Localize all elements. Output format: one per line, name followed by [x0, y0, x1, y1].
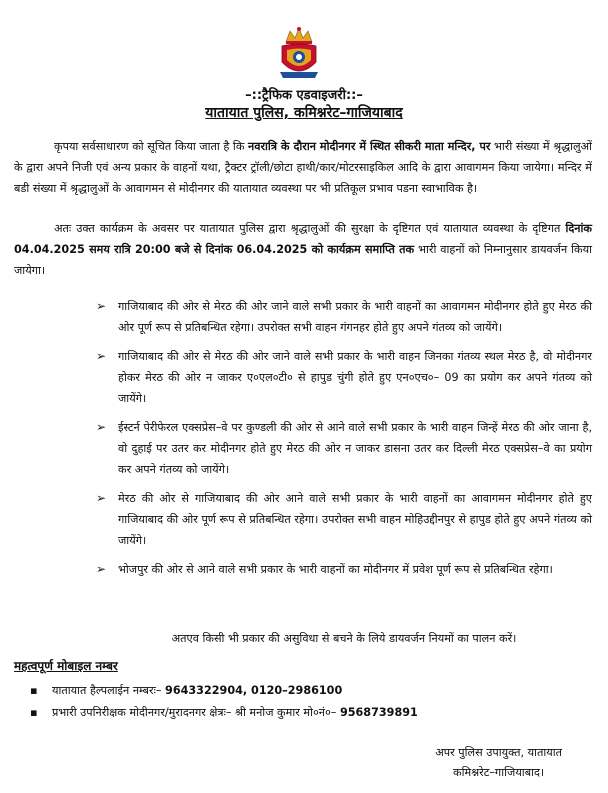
- mobile-numbers-heading: महत्वपूर्ण मोबाइल नम्बर: [14, 659, 118, 673]
- helpline-number[interactable]: 9643322904, 0120–2986100: [165, 684, 343, 697]
- intro-paragraph: कृपया सर्वसाधारण को सूचित किया जाता है कि नवरात्रि के दौरान मोदीनगर में स्थित सीकरी माता मन्दिर, पर भारी संख्या में श्रृद्धालुओं के द्वारा अपने निजी एवं अन्य प्रकार के वाहनों यथा, ट्रैक्टर ट्रॉली/छोटा हाथी/कार/मोटरसाइकिल आदि के द्वारा आवागमन किया जायेगा। मन्दिर में बडी संख्या में श्रृद्धालुओं के आवागमन से मोदीनगर की यातायात व्यवस्था पर भी प्रतिकूल प्रभाव पडना स्वाभाविक है।: [14, 140, 592, 195]
- diversion-intro-paragraph: अतः उक्त कार्यक्रम के अवसर पर यातायात पुलिस द्वारा श्रृद्धालुओं की सुरक्षा के दृष्टिगत एवं यातायात व्यवस्था के दृष्टिगत दिनांक 04.04.2025 समय रात्रि 20:00 बजे से दिनांक 06.04.2025 को कार्यक्रम समाप्ति तक भारी वाहनों को निम्नानुसार डायवर्जन किया जायेगा।: [14, 222, 593, 277]
- up-police-emblem-icon: [276, 26, 322, 82]
- contact-item: ▪ प्रभारी उपनिरीक्षक मोदीनगर/मुरादनगर क्षेत्रः– श्री मनोज कुमार मो०नं०– 9568739891: [30, 702, 418, 724]
- closing-note: अतएव किसी भी प्रकार की असुविधा से बचने के लिये डायवर्जन नियमों का पालन करें।: [171, 632, 517, 645]
- arrow-bullet-icon: ➢: [96, 562, 107, 576]
- list-item: ➢ ईस्टर्न पेरीफेरल एक्सप्रेस–वे पर कुण्डली की ओर से आने वाले सभी प्रकार के भारी वाहन जिन्हें मेरठ की ओर जाना है, वो दुहाई पर उतर कर मोदीनगर होते हुए मेरठ की ओर न जाकर डासना उतर कर दिल्ली मेरठ एक्सप्रेस–वे का प्रयोग कर अपने गंतव्य को जायेंगे।: [96, 417, 592, 480]
- signatory-designation: अपर पुलिस उपायुक्त, यातायात: [435, 746, 562, 759]
- arrow-bullet-icon: ➢: [96, 491, 107, 505]
- contact-item: ▪ यातायात हैल्पलाईन नम्बरः– 9643322904, 0120–2986100: [30, 680, 418, 702]
- arrow-bullet-icon: ➢: [96, 420, 107, 434]
- list-item: ➢ भोजपुर की ओर से आने वाले सभी प्रकार के भारी वाहनों का मोदीनगर में प्रवेश पूर्ण रूप से प्रतिबन्धित रहेगा।: [96, 559, 592, 580]
- arrow-bullet-icon: ➢: [96, 299, 107, 313]
- arrow-bullet-icon: ➢: [96, 349, 107, 363]
- signature-block: [435, 743, 562, 783]
- list-item: ➢ गाजियाबाद की ओर से मेरठ की ओर जाने वाले सभी प्रकार के भारी वाहनों का आवागमन मोदीनगर होते हुए मेरठ की ओर पूर्ण रूप से प्रतिबन्धित रहेगा। उपरोक्त सभी वाहन गंगनहर होते हुए अपने गंतव्य को जायेंगे।: [96, 296, 592, 338]
- list-item: ➢ मेरठ की ओर से गाजियाबाद की ओर आने वाले सभी प्रकार के भारी वाहनों का आवागमन मोदीनगर होते हुए गाजियाबाद की ओर पूर्ण रूप से प्रतिबन्धित रहेगा। उपरोक्त सभी वाहन मोहिउद्दीनपुर से हापुड होते हुए अपने गंतव्य को जायेंगे।: [96, 488, 592, 551]
- officer-number[interactable]: 9568739891: [339, 706, 418, 719]
- list-item: ➢ गाजियाबाद की ओर से मेरठ की ओर जाने वाले सभी प्रकार के भारी वाहन जिनका गंतव्य स्थल मेरठ है, वो मोदीनगर होकर मेरठ की ओर न जाकर ए०एल०टी० से हापुड चुंगी होते हुए एन०एच०– 09 का प्रयोग कर अपने गंतव्य को जायेंगे।: [96, 346, 592, 409]
- contact-list: [30, 680, 418, 724]
- advisory-title: –::ट्रैफिक एडवाइजरी::–: [245, 88, 363, 103]
- bullet-icon: ▪: [30, 684, 38, 697]
- department-subtitle: यातायात पुलिस, कमिश्नरेट–गाजियाबाद: [205, 105, 403, 121]
- diversion-list: [96, 296, 592, 588]
- bullet-icon: ▪: [30, 706, 38, 719]
- signatory-office: कमिश्नरेट–गाजियाबाद।: [453, 766, 545, 779]
